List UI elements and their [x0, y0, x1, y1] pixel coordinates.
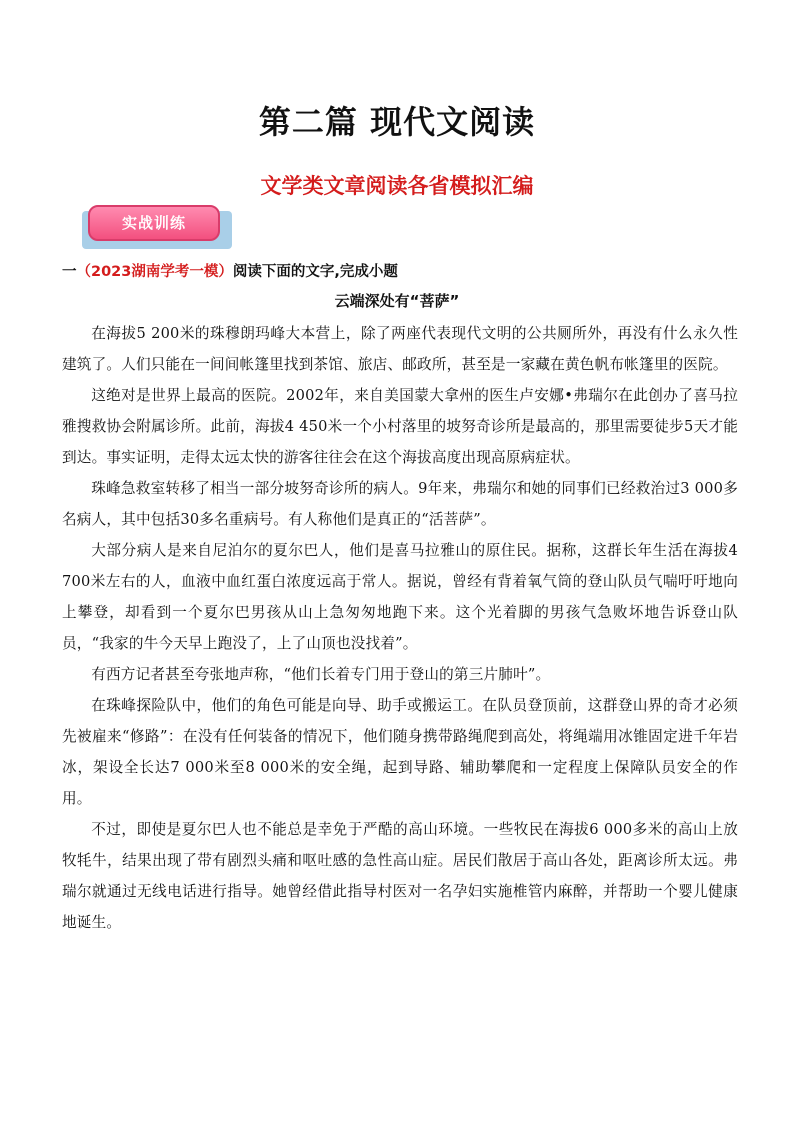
paragraph: 有西方记者甚至夸张地声称，“他们长着专门用于登山的第三片肺叶”。 — [91, 666, 551, 683]
article-body — [62, 318, 738, 938]
page-title: 第二篇 现代文阅读 — [258, 103, 536, 141]
article-title: 云端深处有“菩萨” — [334, 292, 460, 310]
question-prompt: 阅读下面的文字,完成小题 — [232, 264, 398, 280]
question-source: （2023湖南学考一模） — [76, 264, 233, 280]
question-heading — [62, 260, 742, 281]
paragraph: 这绝对是世界上最高的医院。2002年，来自美国蒙大拿州的医生卢安娜•弗瑞尔在此创办了喜马拉雅搜救协会附属诊所。此前，海拔4 450米一个小村落里的坡努奇诊所是最高的，那里需要徒步5天才能到达。事实证明，走得太远太快的游客往往会在这个海拔高度出现高原病症状。 — [62, 387, 738, 466]
practice-badge — [82, 205, 232, 247]
paragraph: 大部分病人是来自尼泊尔的夏尔巴人，他们是喜马拉雅山的原住民。据称，这群长年生活在海拔4 700米左右的人，血液中血红蛋白浓度远高于常人。据说，曾经有背着氧气筒的登山队员气喘吁吁地向上攀登，却看到一个夏尔巴男孩从山上急匆匆地跑下来。这个光着脚的男孩气急败坏地告诉登山队员，“我家的牛今天早上跑没了，上了山顶也没找着”。 — [62, 542, 738, 652]
paragraph: 在海拔5 200米的珠穆朗玛峰大本营上，除了两座代表现代文明的公共厕所外，再没有什么永久性建筑了。人们只能在一间间帐篷里找到茶馆、旅店、邮政所，甚至是一家藏在黄色帆布帐篷里的医院。 — [62, 325, 738, 373]
badge-label: 实战训练 — [88, 205, 220, 241]
paragraph: 不过，即使是夏尔巴人也不能总是幸免于严酷的高山环境。一些牧民在海拔6 000多米的高山上放牧牦牛，结果出现了带有剧烈头痛和呕吐感的急性高山症。居民们散居于高山各处，距离诊所太远。弗瑞尔就通过无线电话进行指导。她曾经借此指导村医对一名孕妇实施椎管内麻醉，并帮助一个婴儿健康地诞生。 — [62, 821, 738, 931]
section-subtitle: 文学类文章阅读各省模拟汇编 — [260, 174, 534, 198]
paragraph: 珠峰急救室转移了相当一部分坡努奇诊所的病人。9年来，弗瑞尔和她的同事们已经救治过3 000多名病人，其中包括30多名重病号。有人称他们是真正的“活菩萨”。 — [62, 480, 738, 528]
paragraph: 在珠峰探险队中，他们的角色可能是向导、助手或搬运工。在队员登顶前，这群登山界的奇才必须先被雇来“修路”：在没有任何装备的情况下，他们随身携带路绳爬到高处，将绳端用冰锥固定进千年岩冰，架设全长达7 000米至8 000米的安全绳，起到导路、辅助攀爬和一定程度上保障队员安全的作用。 — [62, 697, 738, 807]
question-number: 一 — [62, 264, 77, 280]
